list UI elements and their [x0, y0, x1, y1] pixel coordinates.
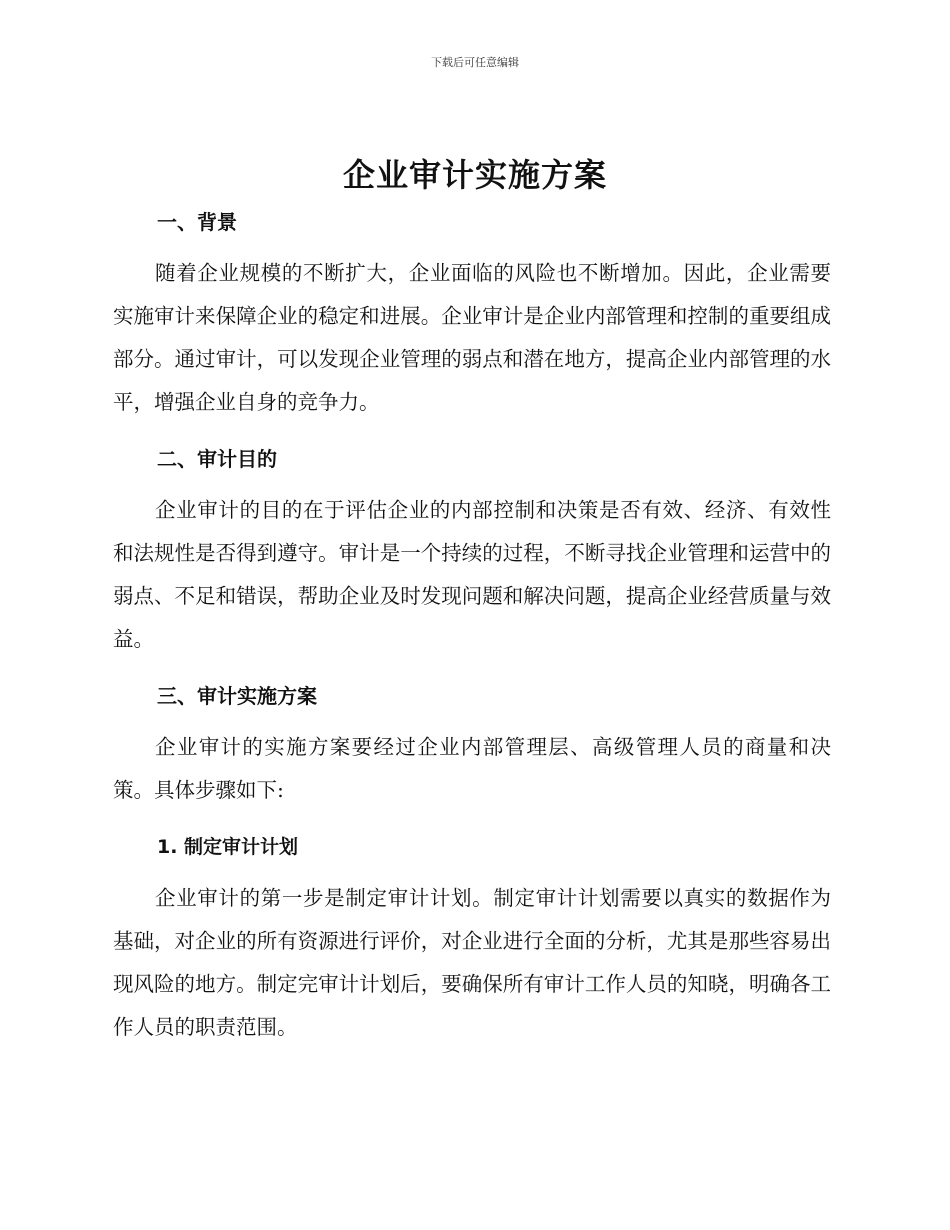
section-paragraph-plan: 企业审计的实施方案要经过企业内部管理层、高级管理人员的商量和决策。具体步骤如下:	[113, 735, 831, 802]
step-paragraph-make-plan: 企业审计的第一步是制定审计计划。制定审计计划需要以真实的数据作为基础，对企业的所有资源进行评价，对企业进行全面的分析，尤其是那些容易出现风险的地方。制定完审计计划后，要确保所有审计工作人员的知晓，明确各工作人员的职责范围。	[113, 886, 831, 1039]
section-heading-plan: 三、审计实施方案	[157, 684, 317, 708]
section-heading-background: 一、背景	[157, 210, 237, 234]
section-paragraph-purpose: 企业审计的目的在于评估企业的内部控制和决策是否有效、经济、有效性和法规性是否得到遵守。审计是一个持续的过程，不断寻找企业管理和运营中的弱点、不足和错误，帮助企业及时发现问题和解决问题，提高企业经营质量与效益。	[113, 498, 831, 651]
section-paragraph-background: 随着企业规模的不断扩大，企业面临的风险也不断增加。因此，企业需要实施审计来保障企业的稳定和进展。企业审计是企业内部管理和控制的重要组成部分。通过审计，可以发现企业管理的弱点和潜在地方，提高企业内部管理的水平，增强企业自身的竞争力。	[113, 261, 831, 414]
section-heading-purpose: 二、审计目的	[157, 447, 277, 471]
step-heading-make-plan: 1. 制定审计计划	[157, 836, 299, 858]
page-header-note: 下载后可任意编辑	[431, 56, 519, 69]
document-title: 企业审计实施方案	[342, 156, 607, 194]
